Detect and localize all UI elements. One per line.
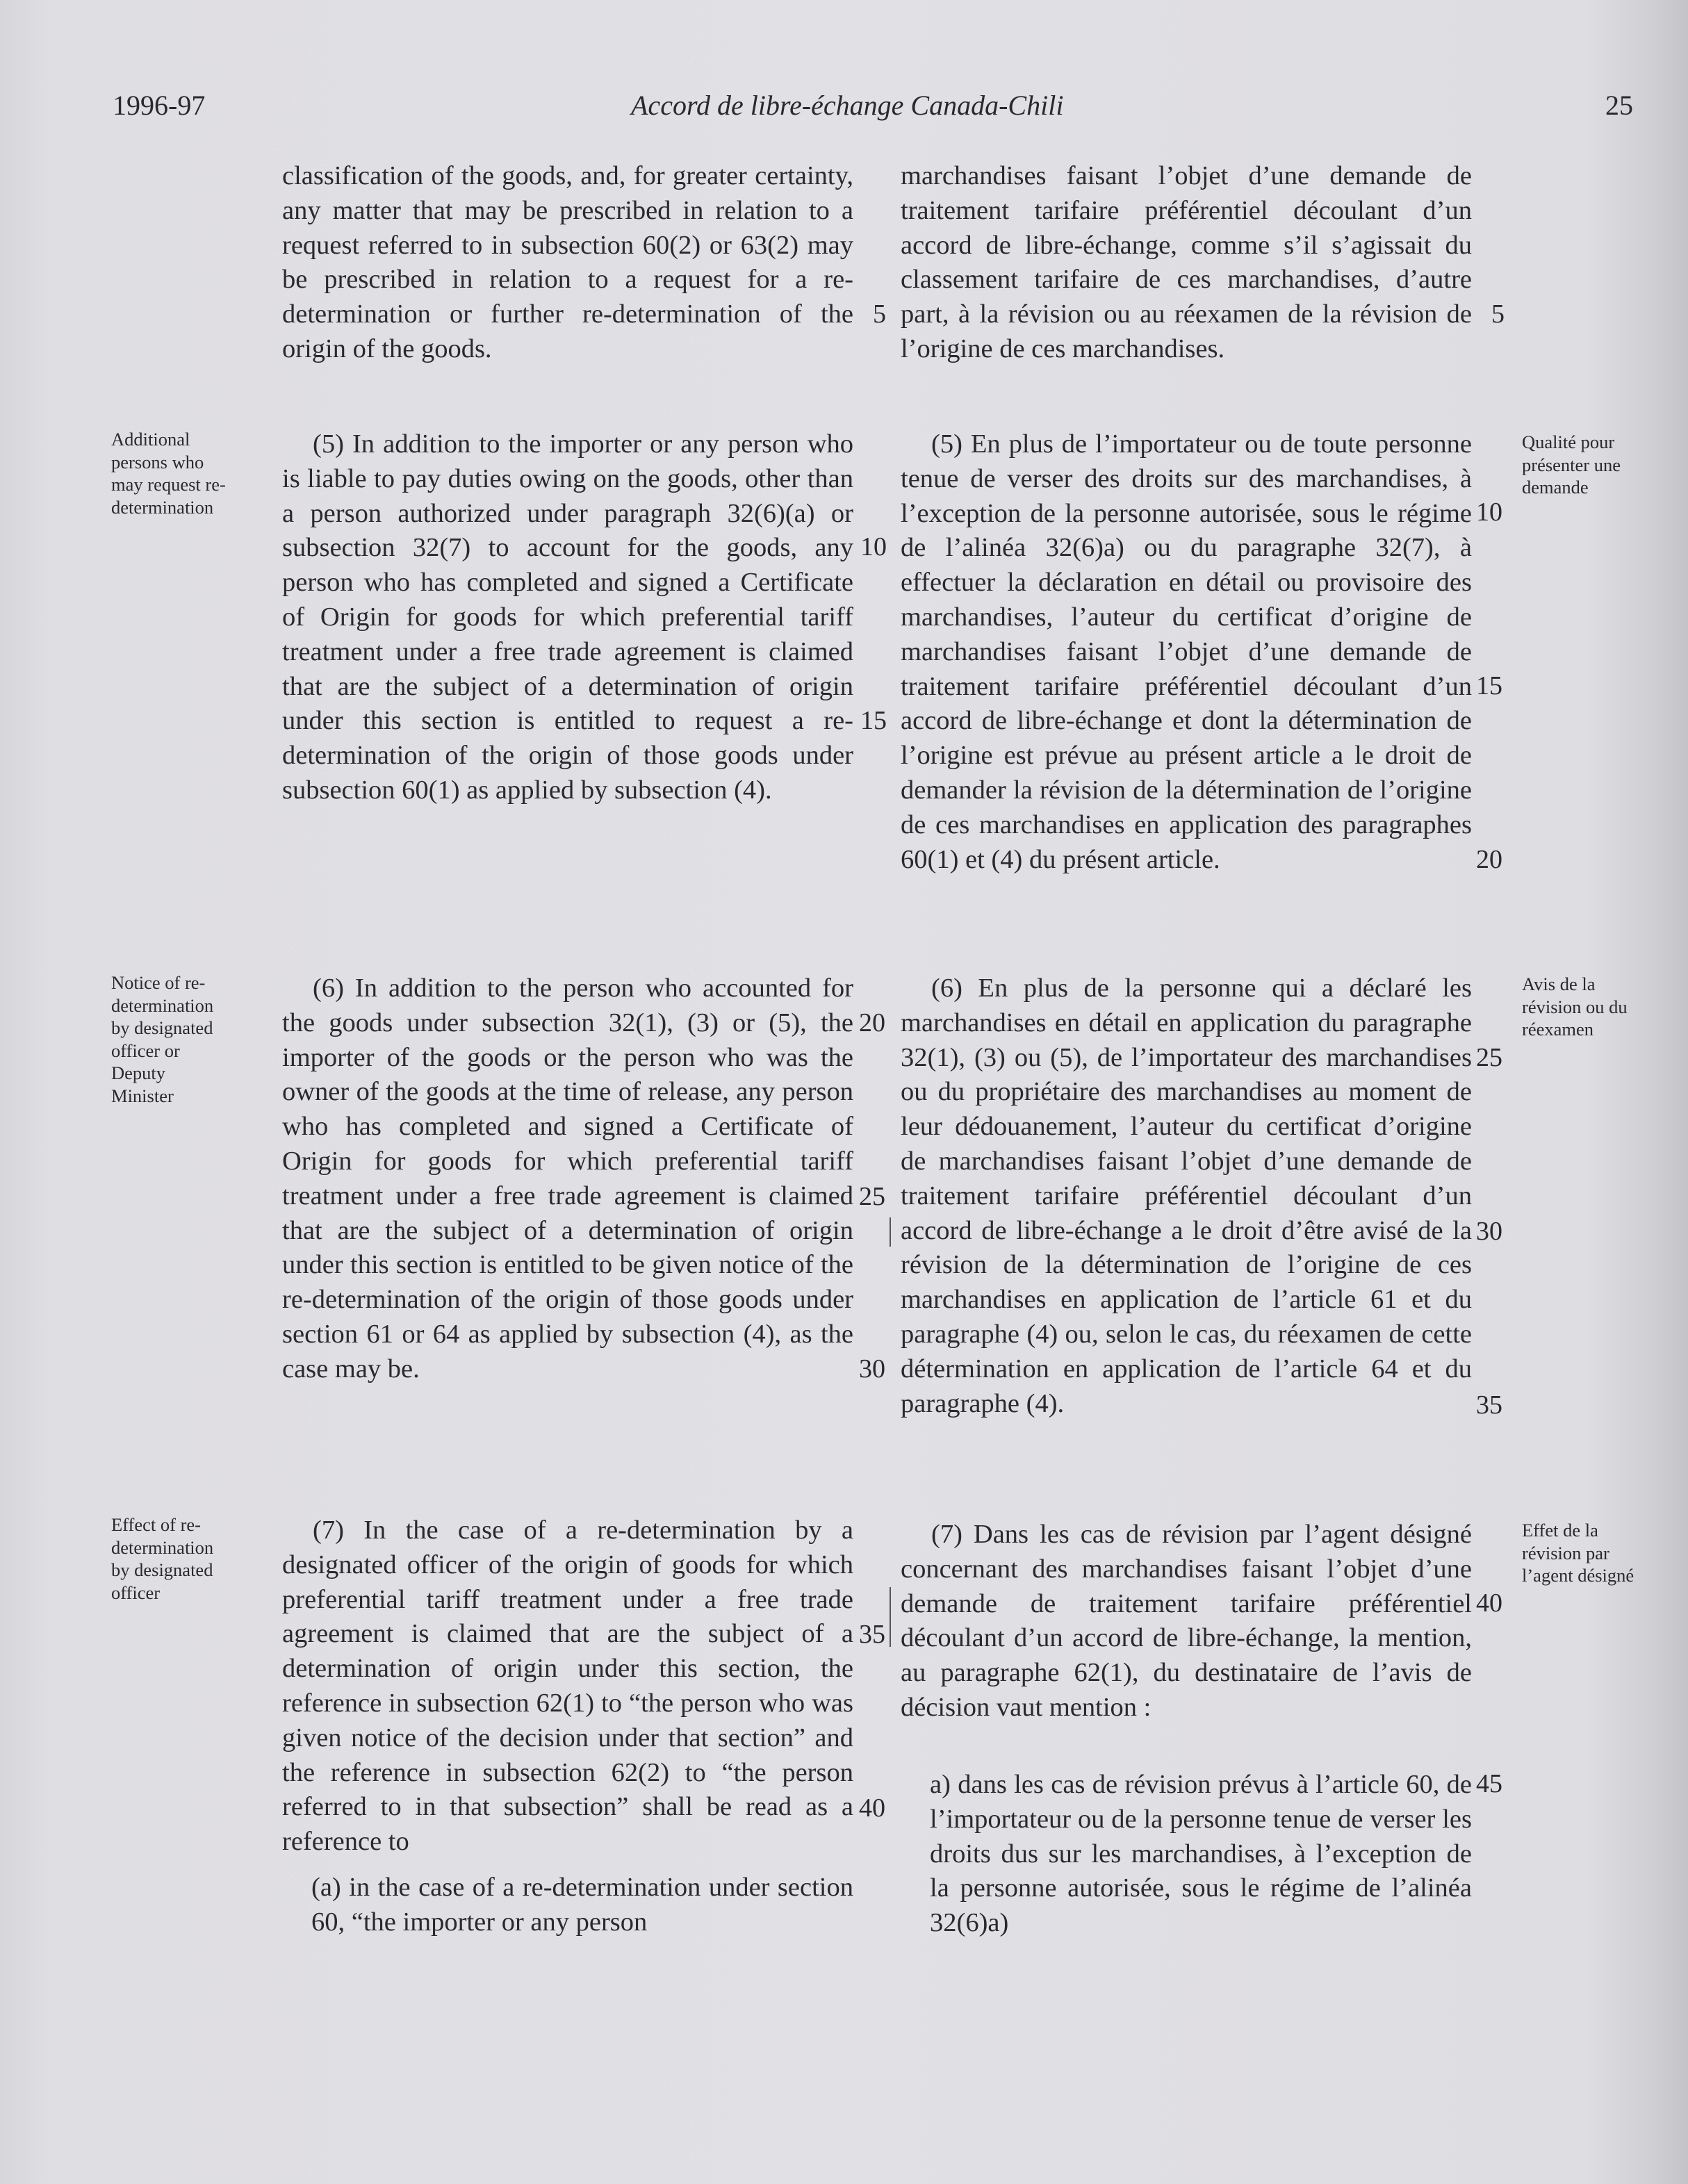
paragraph-6: (6) En plus de la personne qui a déclaré les marchandises en détail en application du paragraphe 32(1), (3) ou (5), de l’importateur des marchandises ou du propriétaire des marchandises au moment de leur dédouanement, l’auteur du certificat d’origine de marchandises faisant l’objet d’une demande de traitement tarifaire préférentiel découlant d’un accord de libre-échange a le droit d’être avisé de la révision de la détermination de l’origine de ces marchandises en application de l’article 61 et du paragraphe (4) ou, selon le cas, du réexamen de cette détermination en application de l’article 64 et du paragraphe (4). bbox=[901, 974, 1472, 1418]
line-number: 25 bbox=[1476, 1043, 1502, 1072]
line-number: 10 bbox=[1476, 498, 1502, 527]
line-number: 40 bbox=[1476, 1588, 1502, 1618]
line-number: 5 bbox=[1491, 299, 1505, 329]
subparagraph-a: (a) in the case of a re-determination under section 60, “the importer or any person bbox=[311, 1873, 853, 1937]
header-title: Accord de libre-échange Canada-Chili bbox=[631, 90, 1064, 121]
header-year: 1996-97 bbox=[113, 90, 206, 121]
line-number: 25 bbox=[859, 1182, 885, 1211]
paragraph-5: (5) In addition to the importer or any person who is liable to pay duties owing on the goods, other than a person authorized under paragraph 32(6)(a) or subsection 32(7) to account for the goods, any person who has completed and signed a Certificate of Origin for goods for which preferential tariff treatment under a free trade agreement is claimed that are the subject of a determination of origin under this section is entitled to request a re-determination of the origin of those goods under subsection 60(1) as applied by subsection (4). bbox=[282, 429, 853, 805]
margin-note: Effect of re-determination by designated officer bbox=[111, 1514, 214, 1603]
line-number: 5 bbox=[873, 299, 886, 329]
line-number: 40 bbox=[859, 1793, 885, 1823]
line-number: 20 bbox=[859, 1008, 885, 1037]
paragraph-5: (5) En plus de l’importateur ou de toute personne tenue de verser des droits sur des marchandises, à l’exception de la personne autorisée, sous le régime de l’alinéa 32(6)a) ou du paragraphe 32(7), à effectuer la déclaration en détail ou provisoire des marchandises, l’auteur du certificat d’origine de marchandises faisant l’objet d’une demande de traitement tarifaire préférentiel découlant d’un accord de libre-échange et dont la détermination de l’origine est prévue au présent article a le droit de demander la révision de la détermination de l’origine de ces marchandises en application des paragraphes 60(1) et (4) du présent article. bbox=[901, 429, 1472, 874]
change-bar bbox=[890, 1587, 891, 1647]
line-number: 15 bbox=[860, 706, 887, 735]
french-column bbox=[901, 1518, 1472, 1725]
line-number: 30 bbox=[859, 1354, 885, 1384]
page-number: 25 bbox=[1605, 90, 1633, 121]
paragraph-6: (6) In addition to the person who accounted for the goods under subsection 32(1), (3) or (5), the importer of the goods or the person who was the owner of the goods at the time of release, any person who has completed and signed a Certificate of Origin for goods for which preferential tariff treatment under a free trade agreement is claimed that are the subject of a determination of origin under this section is entitled to be given notice of the re-determination of the origin of those goods under section 61 or 64 as applied by subsection (4), as the case may be. bbox=[282, 974, 853, 1384]
english-column bbox=[282, 159, 853, 367]
french-column bbox=[901, 971, 1472, 1421]
english-column bbox=[282, 427, 853, 808]
line-number: 35 bbox=[1476, 1390, 1502, 1420]
margin-note: Qualité pour présenter une demande bbox=[1522, 432, 1621, 498]
french-column bbox=[901, 159, 1472, 367]
english-column bbox=[282, 971, 853, 1387]
paragraph-continuation: marchandises faisant l’objet d’une demande de traitement tarifaire préférentiel découlant d’un accord de libre-échange, comme s’il s’agissait du classement tarifaire de ces marchandises, d’autre part, à la révision ou au réexamen de la révision de l’origine de ces marchandises. bbox=[901, 161, 1472, 363]
margin-note: Effet de la révision par l’agent désigné bbox=[1522, 1520, 1634, 1586]
change-bar bbox=[890, 1217, 891, 1247]
french-column bbox=[901, 427, 1472, 877]
line-number: 10 bbox=[860, 532, 887, 561]
subparagraph-a: a) dans les cas de révision prévus à l’article 60, de l’importateur ou de la personne tenue de verser les droits dus sur les marchandises, à l’exception de la personne autorisée, sous le régime de l’alinéa 32(6)a) bbox=[930, 1770, 1472, 1938]
french-column bbox=[901, 1768, 1472, 1941]
paragraph-continuation: classification of the goods, and, for greater certainty, any matter that may be prescribed in relation to a request referred to in subsection 60(2) or 63(2) may be prescribed in relation to a request for a re-determination or further re-determination of the origin of the goods. bbox=[282, 161, 853, 363]
margin-note: Additional persons who may request re-determination bbox=[111, 429, 226, 518]
margin-note: Avis de la révision ou du réexamen bbox=[1522, 974, 1628, 1040]
english-column bbox=[282, 1871, 853, 1940]
line-number: 15 bbox=[1476, 671, 1502, 700]
line-number: 20 bbox=[1476, 845, 1502, 874]
paragraph-7: (7) Dans les cas de révision par l’agent désigné concernant des marchandises faisant l’objet d’une demande de traitement tarifaire préférentiel découlant d’un accord de libre-échange, la mention, au paragraphe 62(1), du destinataire de l’avis de décision vaut mention : bbox=[901, 1520, 1472, 1722]
line-number: 45 bbox=[1476, 1769, 1502, 1798]
english-column bbox=[282, 1513, 853, 1859]
line-number: 30 bbox=[1476, 1217, 1502, 1246]
line-number: 35 bbox=[859, 1620, 885, 1649]
margin-note: Notice of re-determination by designated officer or Deputy Minister bbox=[111, 972, 214, 1106]
paragraph-7: (7) In the case of a re-determination by a designated officer of the origin of goods for which preferential tariff treatment under a free trade agreement is claimed that are the subject of a determination of origin under this section, the reference in subsection 62(1) to “the person who was given notice of the decision under that section” and the reference in subsection 62(2) to “the person referred to in that subsection” shall be read as a reference to bbox=[282, 1516, 853, 1857]
